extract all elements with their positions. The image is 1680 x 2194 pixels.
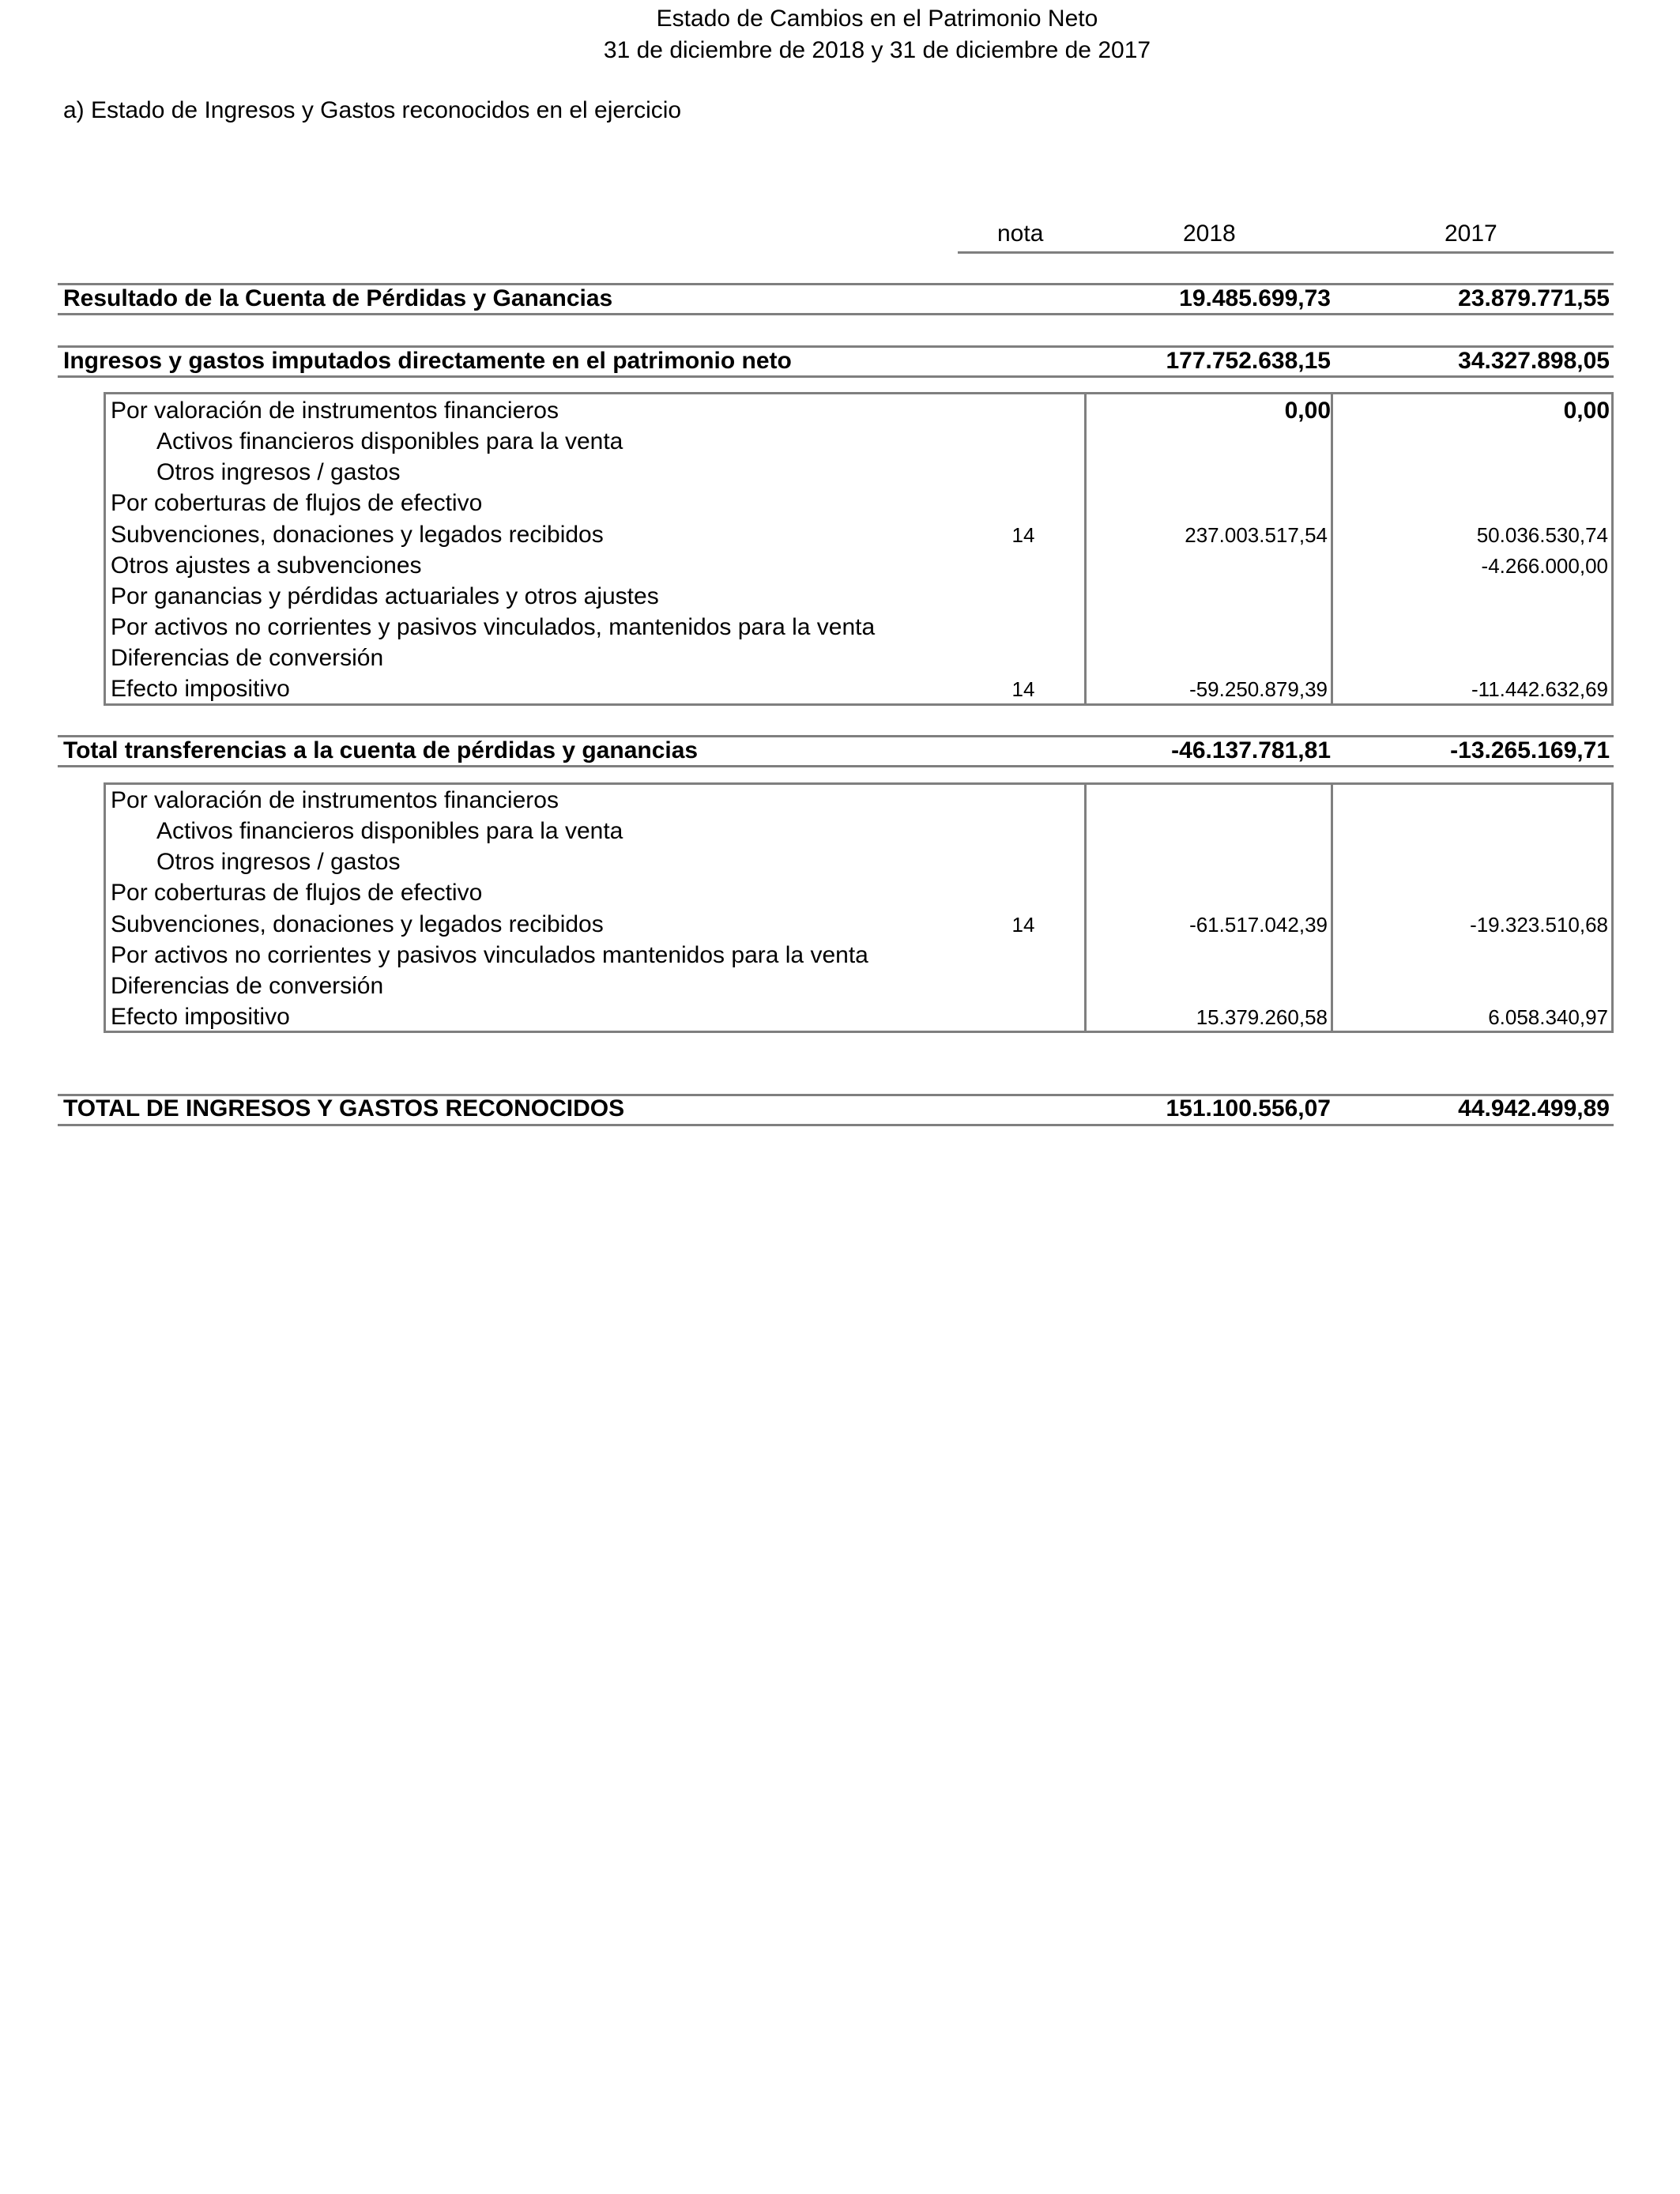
box-bottom <box>104 703 1614 706</box>
box1-row-label: Subvenciones, donaciones y legados recibidos <box>111 522 604 548</box>
page-title: Estado de Cambios en el Patrimonio Neto <box>656 6 1098 32</box>
box2-row-nota: 14 <box>1011 913 1035 937</box>
box-top <box>104 782 1614 785</box>
box2-row-label: Activos financieros disponibles para la venta <box>156 818 623 844</box>
column-header-2017: 2017 <box>1445 221 1497 247</box>
box-right <box>1611 782 1614 1033</box>
section-title: a) Estado de Ingresos y Gastos reconocidos en el ejercicio <box>63 97 682 123</box>
transferencias-2018: -46.137.781,81 <box>1171 737 1331 763</box>
box1-row-2017: 0,00 <box>1563 398 1610 424</box>
box1-row-label: Por ganancias y pérdidas actuariales y otros ajustes <box>111 583 659 609</box>
transferencias-2017: -13.265.169,71 <box>1450 737 1610 763</box>
box2-row-2018: -61.517.042,39 <box>1189 913 1328 937</box>
box1-row-label: Otros ajustes a subvenciones <box>111 552 422 579</box>
imputados-2018: 177.752.638,15 <box>1166 348 1331 374</box>
resultado-2018: 19.485.699,73 <box>1179 285 1331 311</box>
box2-row-label: Diferencias de conversión <box>111 973 384 999</box>
total-label: TOTAL DE INGRESOS Y GASTOS RECONOCIDOS <box>63 1095 625 1122</box>
resultado-2017: 23.879.771,55 <box>1458 285 1610 311</box>
box2-row-2017: 6.058.340,97 <box>1488 1005 1608 1029</box>
box1-row-label: Otros ingresos / gastos <box>156 459 401 485</box>
transferencias-label: Total transferencias a la cuenta de pérdidas y ganancias <box>63 737 699 763</box>
box-bottom <box>104 1031 1614 1033</box>
box2-row-label: Por valoración de instrumentos financieros <box>111 787 559 813</box>
resultado-label: Resultado de la Cuenta de Pérdidas y Ganancias <box>63 285 613 311</box>
column-header-2018: 2018 <box>1183 221 1236 247</box>
box2-row-label: Efecto impositivo <box>111 1004 290 1030</box>
box-col-2017 <box>1331 782 1333 1033</box>
box2-row-label: Subvenciones, donaciones y legados recibidos <box>111 911 604 937</box>
box2-row-label: Por coberturas de flujos de efectivo <box>111 880 483 906</box>
rule <box>58 313 1614 315</box>
box1-row-2018: -59.250.879,39 <box>1189 677 1328 701</box>
total-2017: 44.942.499,89 <box>1458 1095 1610 1122</box>
column-header-nota: nota <box>997 221 1044 247</box>
box2-row-label: Otros ingresos / gastos <box>156 849 401 875</box>
imputados-label: Ingresos y gastos imputados directamente en el patrimonio neto <box>63 348 792 374</box>
total-2018: 151.100.556,07 <box>1166 1095 1331 1122</box>
box1-row-2017: -4.266.000,00 <box>1481 554 1608 578</box>
box1-row-label: Por valoración de instrumentos financieros <box>111 398 559 424</box>
rule <box>58 1124 1614 1126</box>
box1-row-2018: 237.003.517,54 <box>1185 523 1328 547</box>
box1-row-2017: -11.442.632,69 <box>1471 677 1608 701</box>
box1-row-label: Efecto impositivo <box>111 676 290 702</box>
box2-row-2018: 15.379.260,58 <box>1196 1005 1328 1029</box>
box-col-2018 <box>1084 392 1087 706</box>
box-left <box>104 782 106 1033</box>
box1-row-label: Por activos no corrientes y pasivos vinculados, mantenidos para la venta <box>111 614 876 640</box>
box1-row-label: Diferencias de conversión <box>111 645 384 671</box>
box-top <box>104 392 1614 394</box>
box-right <box>1611 392 1614 706</box>
rule <box>58 765 1614 767</box>
box-col-2017 <box>1331 392 1333 706</box>
box1-row-2018: 0,00 <box>1284 398 1331 424</box>
box1-row-nota: 14 <box>1011 523 1035 547</box>
box2-row-2017: -19.323.510,68 <box>1470 913 1608 937</box>
box2-row-label: Por activos no corrientes y pasivos vinculados mantenidos para la venta <box>111 942 868 968</box>
box-left <box>104 392 106 706</box>
date-line: 31 de diciembre de 2018 y 31 de diciembre de 2017 <box>603 37 1151 63</box>
rule <box>58 375 1614 378</box>
box1-row-label: Activos financieros disponibles para la venta <box>156 428 623 454</box>
box-col-2018 <box>1084 782 1087 1033</box>
box1-row-nota: 14 <box>1011 677 1035 701</box>
imputados-2017: 34.327.898,05 <box>1458 348 1610 374</box>
box1-row-label: Por coberturas de flujos de efectivo <box>111 490 483 516</box>
box1-row-2017: 50.036.530,74 <box>1476 523 1608 547</box>
header-rule <box>958 251 1614 254</box>
